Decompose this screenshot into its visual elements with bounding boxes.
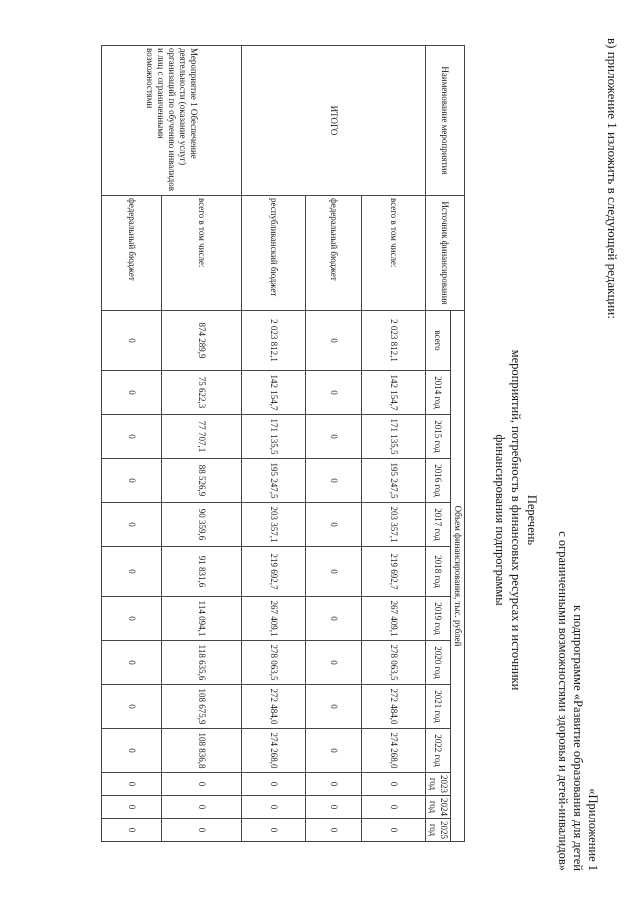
row-value: 274 268,0: [242, 729, 306, 773]
row-value: 77 707,1: [162, 415, 242, 459]
row-value: 0: [102, 415, 162, 459]
header-name: Наименование мероприятия: [426, 46, 465, 196]
intro-text: в) приложение 1 изложить в следующей редакции:: [605, 38, 620, 319]
row-value: 0: [102, 773, 162, 796]
financing-table: [101, 45, 465, 842]
appendix-header: [555, 311, 600, 871]
header-year: 2017 год: [426, 503, 451, 547]
row-value: 108 836,8: [162, 729, 242, 773]
row-total: 874 289,9: [162, 311, 242, 371]
row-name: Мероприятие 1 Обеспечение деятельности (оказание услуг) организаций по обучению инвалидов и лиц с ограниченными возможностями: [102, 46, 242, 196]
row-total: 0: [306, 311, 362, 371]
row-value: 203 357,1: [242, 503, 306, 547]
row-value: 0: [102, 503, 162, 547]
row-value: 0: [102, 819, 162, 842]
row-value: 91 831,6: [162, 547, 242, 597]
table-row: [162, 46, 242, 842]
row-value: 0: [306, 685, 362, 729]
row-value: 195 247,5: [362, 459, 426, 503]
row-value: 88 526,9: [162, 459, 242, 503]
title-line-1: Перечень: [525, 494, 539, 546]
header-year: 2025 год: [426, 819, 451, 842]
title-line-3: финансирования подпрограммы: [493, 434, 507, 606]
row-value: 0: [102, 729, 162, 773]
header-year: 2020 год: [426, 641, 451, 685]
header-year: 2024 год: [426, 796, 451, 819]
row-source: федеральный бюджет: [102, 196, 162, 311]
row-value: 0: [362, 773, 426, 796]
row-value: 0: [306, 547, 362, 597]
header-year: 2023 год: [426, 773, 451, 796]
row-value: 0: [102, 796, 162, 819]
row-value: 267 409,1: [242, 597, 306, 641]
row-source: всего в том числе:: [162, 196, 242, 311]
header-year: 2018 год: [426, 547, 451, 597]
row-value: 0: [162, 773, 242, 796]
row-value: 0: [102, 459, 162, 503]
appendix-line-2: к подпрограмме «Развитие образования для детей: [571, 605, 585, 871]
header-source: Источник финансирования: [426, 196, 465, 311]
row-value: 108 675,9: [162, 685, 242, 729]
row-value: 0: [102, 547, 162, 597]
row-value: 0: [102, 641, 162, 685]
row-value: 0: [362, 819, 426, 842]
row-value: 0: [102, 371, 162, 415]
row-value: 272 484,0: [362, 685, 426, 729]
row-value: 0: [306, 371, 362, 415]
row-value: 272 484,0: [242, 685, 306, 729]
row-value: 278 063,5: [242, 641, 306, 685]
appendix-line-3: с ограниченными возможностями здоровья и детей-инвалидов»: [556, 531, 570, 871]
row-value: 267 409,1: [362, 597, 426, 641]
row-value: 0: [306, 459, 362, 503]
row-value: 114 094,1: [162, 597, 242, 641]
row-value: 0: [242, 796, 306, 819]
row-value: 0: [102, 685, 162, 729]
document-title: [492, 300, 540, 740]
header-year: 2014 год: [426, 371, 451, 415]
row-total: 0: [102, 311, 162, 371]
row-value: 0: [362, 796, 426, 819]
header-total: всего: [426, 311, 451, 371]
row-total: 2 023 812,1: [242, 311, 306, 371]
row-value: 0: [102, 597, 162, 641]
row-name: ИТОГО: [242, 46, 426, 196]
row-value: 203 357,1: [362, 503, 426, 547]
row-value: 118 635,6: [162, 641, 242, 685]
row-value: 0: [306, 415, 362, 459]
row-source: всего в том числе:: [362, 196, 426, 311]
row-value: 0: [306, 796, 362, 819]
row-value: 195 247,5: [242, 459, 306, 503]
row-value: 0: [162, 796, 242, 819]
row-value: 171 135,5: [362, 415, 426, 459]
table-row: [362, 46, 426, 842]
row-value: 0: [306, 597, 362, 641]
row-value: 0: [242, 773, 306, 796]
title-line-2: мероприятий, потребность в финансовых ресурсах и источники: [509, 349, 523, 691]
header-year: 2021 год: [426, 685, 451, 729]
row-value: 171 135,5: [242, 415, 306, 459]
row-value: 219 692,7: [242, 547, 306, 597]
header-year: 2015 год: [426, 415, 451, 459]
row-value: 278 063,5: [362, 641, 426, 685]
row-source: федеральный бюджет: [306, 196, 362, 311]
header-volume: Объем финансирования, тыс. рублей: [451, 311, 465, 842]
row-value: 0: [306, 729, 362, 773]
table-header-row-1: [451, 46, 465, 842]
row-value: 274 268,0: [362, 729, 426, 773]
row-value: 75 622,3: [162, 371, 242, 415]
appendix-line-1: «Приложение 1: [586, 788, 600, 871]
row-source: республиканский бюджет: [242, 196, 306, 311]
row-value: 0: [306, 773, 362, 796]
header-year: 2016 год: [426, 459, 451, 503]
row-value: 142 154,7: [362, 371, 426, 415]
row-value: 219 692,7: [362, 547, 426, 597]
row-value: 142 154,7: [242, 371, 306, 415]
header-year: 2022 год: [426, 729, 451, 773]
row-value: 0: [306, 641, 362, 685]
row-value: 0: [162, 819, 242, 842]
row-value: 0: [306, 819, 362, 842]
row-total: 2 023 812,1: [362, 311, 426, 371]
row-value: 0: [242, 819, 306, 842]
header-year: 2019 год: [426, 597, 451, 641]
row-value: 90 359,6: [162, 503, 242, 547]
row-value: 0: [306, 503, 362, 547]
